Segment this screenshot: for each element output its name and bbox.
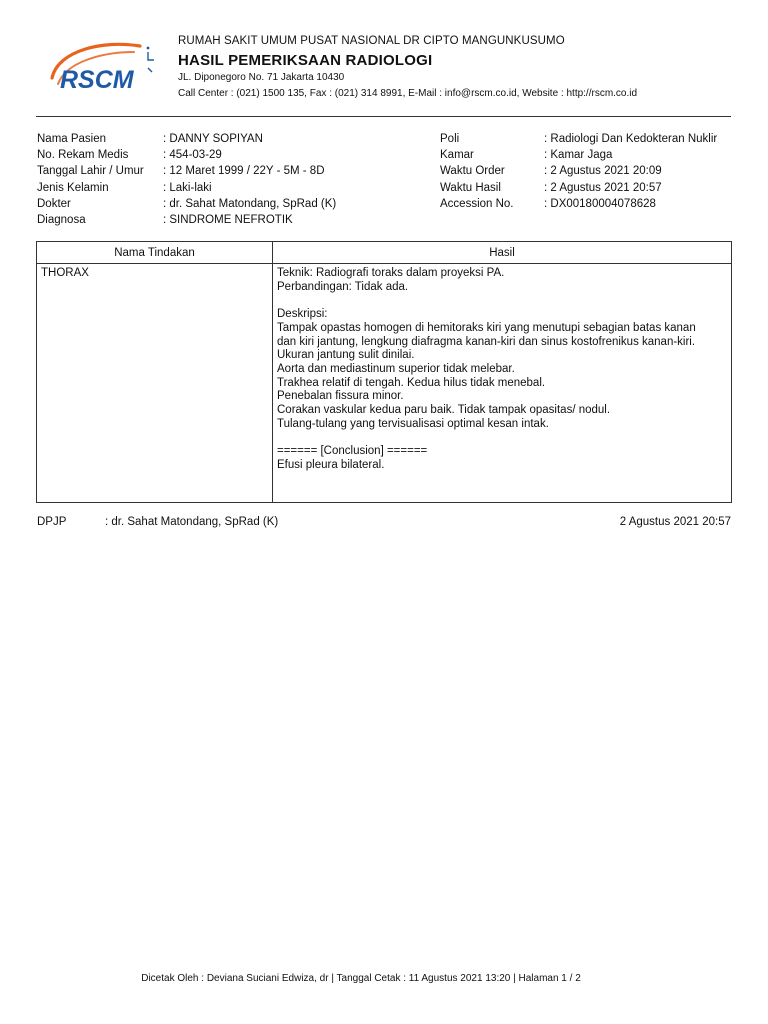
info-value: : Kamar Jaga [544,149,613,162]
institution-address: JL. Diponegoro No. 71 Jakarta 10430 [178,72,345,83]
info-value: : DX00180004078628 [544,197,656,210]
hasil-cell [273,264,732,503]
info-value: : 454-03-29 [163,149,222,162]
hasil-line: Aorta dan mediastinum superior tidak melebar. [277,362,515,375]
hasil-spacer [277,294,727,308]
info-value: : SINDROME NEFROTIK [163,213,293,226]
info-label: Poli [440,133,460,145]
info-row-waktu-hasil [440,180,717,196]
hasil-line: Penebalan fissura minor. [277,390,404,403]
info-row-dokter [37,196,336,212]
report-date: 2 Agustus 2021 20:57 [619,516,731,528]
info-value: : dr. Sahat Matondang, SpRad (K) [163,197,337,210]
hasil-line: dan kiri jantung, lengkung diafragma kanan-kiri dan sinus kostofrenikus kanan-kiri. [277,335,696,348]
report-title: HASIL PEMERIKSAAN RADIOLOGI [178,52,433,69]
hasil-line: Trakhea relatif di tengah. Kedua hilus tidak menebal. [277,376,546,389]
info-label: Waktu Order [440,165,505,178]
column-header-hasil: Hasil [273,242,732,264]
info-label: Tanggal Lahir / Umur [37,165,144,178]
info-value: : DANNY SOPIYAN [163,133,263,145]
info-row-kamar [440,147,717,163]
print-info: Dicetak Oleh : Deviana Suciani Edwiza, dr | Tanggal Cetak : 11 Agustus 2021 13:20 | Halaman 1 / 2 [141,973,581,984]
rscm-logo [44,38,164,100]
header-divider [36,116,731,117]
info-label: No. Rekam Medis [37,149,129,162]
result-table [36,241,732,503]
info-label: Waktu Hasil [440,181,501,194]
column-header-tindakan: Nama Tindakan [37,242,273,264]
info-label: Diagnosa [37,213,86,226]
hasil-line: Corakan vaskular kedua paru baik. Tidak tampak opasitas/ nodul. [277,404,611,417]
hasil-line: Teknik: Radiografi toraks dalam proyeksi PA. [277,267,505,279]
logo-text: RSCM [60,66,134,94]
info-value: : 2 Agustus 2021 20:57 [544,181,662,194]
info-row-poli [440,131,717,147]
info-label: Nama Pasien [37,133,107,145]
info-value: : Laki-laki [163,181,212,194]
info-value: : 2 Agustus 2021 20:09 [544,165,662,178]
info-row-rekam-medis [37,147,336,163]
info-label: Kamar [440,149,474,162]
tindakan-cell: THORAX [37,264,273,503]
dpjp-label: DPJP [37,516,67,528]
info-row-diagnosa [37,212,336,228]
info-label: Jenis Kelamin [37,181,109,194]
conclusion-heading: ====== [Conclusion] ====== [277,445,428,458]
patient-info-left [37,131,336,228]
conclusion-text: Efusi pleura bilateral. [277,458,385,471]
hasil-line: Ukuran jantung sulit dinilai. [277,349,415,362]
info-label: Accession No. [440,197,514,210]
hasil-spacer [277,431,727,445]
table-row [37,264,732,503]
info-row-jenis-kelamin [37,180,336,196]
dpjp-value: : dr. Sahat Matondang, SpRad (K) [105,516,279,528]
info-value: : 12 Maret 1999 / 22Y - 5M - 8D [163,165,325,178]
table-header-row [37,242,732,264]
hasil-line: Perbandingan: Tidak ada. [277,280,409,293]
info-row-waktu-order [440,163,717,179]
patient-info-right [440,131,717,212]
info-label: Dokter [37,197,71,210]
institution-name: RUMAH SAKIT UMUM PUSAT NASIONAL DR CIPTO MANGUNKUSUMO [178,35,565,47]
info-value: : Radiologi Dan Kedokteran Nuklir [544,133,718,145]
info-row-accession [440,196,717,212]
hasil-line: Tampak opastas homogen di hemitoraks kiri yang menutupi sebagian batas kanan [277,321,696,334]
hasil-line: Deskripsi: [277,308,328,321]
info-row-nama-pasien [37,131,336,147]
institution-contact: Call Center : (021) 1500 135, Fax : (021) 314 8991, E-Mail : info@rscm.co.id, Website : http://rscm.co.id [178,88,638,99]
info-row-tanggal-lahir [37,163,336,179]
hasil-line: Tulang-tulang yang tervisualisasi optimal kesan intak. [277,417,549,430]
